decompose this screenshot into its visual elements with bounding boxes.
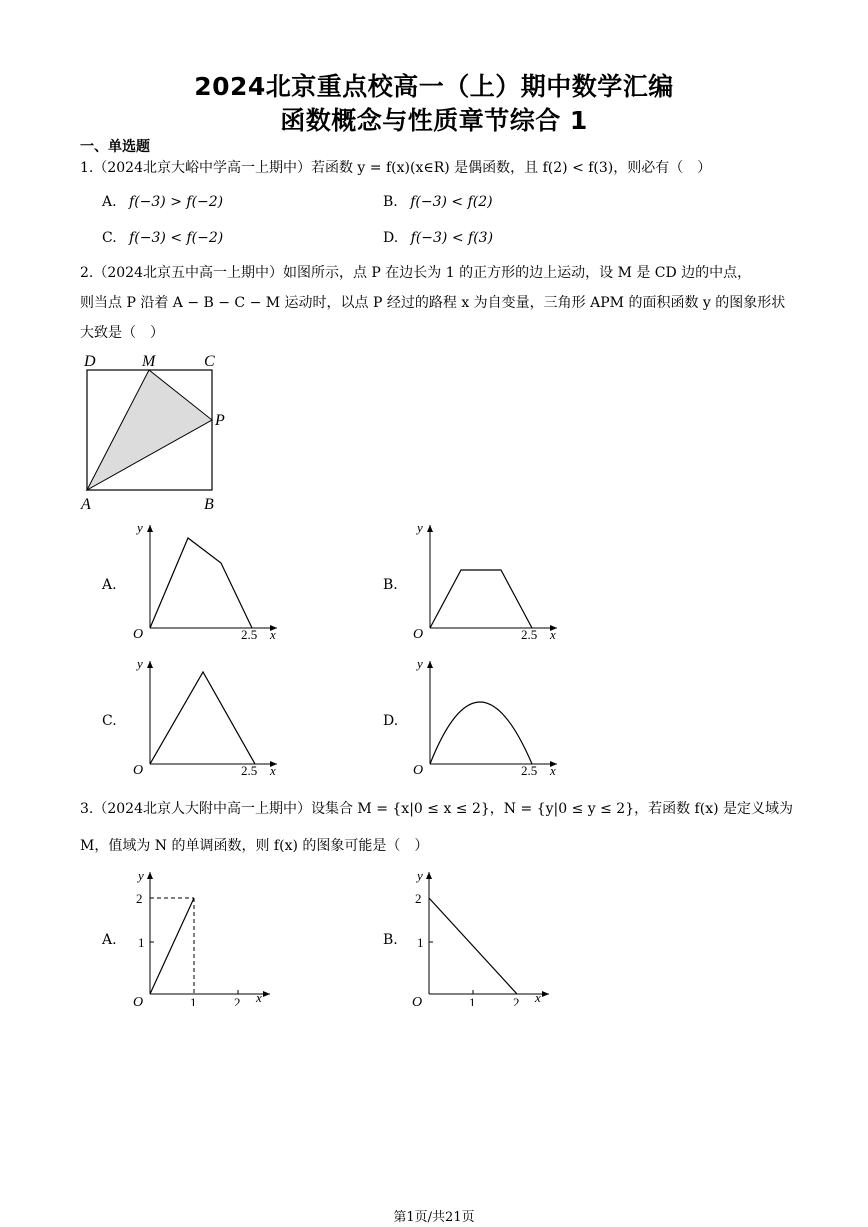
- q2-graph-d[interactable]: [405, 654, 565, 779]
- y-tick-1: 1: [417, 935, 424, 950]
- y-tick-2: 2: [415, 891, 422, 906]
- x-tick-1: 1: [469, 995, 476, 1006]
- page-footer: 第1页/共21页: [393, 1210, 475, 1225]
- x-axis-label: x: [550, 763, 556, 778]
- q2-graph-b[interactable]: [405, 518, 565, 643]
- y-axis-label: y: [137, 520, 143, 535]
- option-text: f(−3) < f(2): [410, 194, 493, 210]
- triangle-apm: [87, 370, 212, 490]
- q1-stem: 1.（2024北京大峪中学高一上期中）若函数 y = f(x)(x∈R) 是偶函数，且 f(2) < f(3)，则必有（ ）: [80, 160, 712, 176]
- label-a: A: [81, 496, 91, 513]
- square-figure: [78, 348, 238, 513]
- y-axis-label: y: [138, 868, 144, 883]
- origin-label: O: [412, 995, 423, 1006]
- x-tick-1: 1: [190, 995, 197, 1006]
- x-axis-label: x: [550, 627, 556, 642]
- q2-stem-line1: 2.（2024北京五中高一上期中）如图所示，点 P 在边长为 1 的正方形的边上运动，设 M 是 CD 边的中点，: [80, 265, 752, 281]
- y-axis-label: y: [417, 656, 423, 671]
- q3-option-a-label[interactable]: A.: [102, 932, 117, 948]
- q2-stem-line2: 则当点 P 沿着 A − B − C − M 运动时，以点 P 经过的路程 x 为自变量，三角形 APM 的面积函数 y 的图象形状: [80, 295, 786, 311]
- q3-graph-b[interactable]: [407, 866, 557, 1006]
- function-line: [429, 898, 517, 994]
- option-label: C.: [102, 230, 117, 246]
- q3-stem-line1: 3.（2024北京人大附中高一上期中）设集合 M = {x|0 ≤ x ≤ 2}，N = {y|0 ≤ y ≤ 2}，若函数 f(x) 是定义域为: [80, 801, 794, 817]
- q1-option-b[interactable]: [383, 194, 493, 210]
- x-tick-2: 2: [234, 995, 241, 1006]
- label-d: D: [84, 353, 96, 370]
- q2-graph-c[interactable]: [125, 654, 285, 779]
- function-line: [150, 898, 194, 994]
- x-tick-label: 2.5: [521, 627, 538, 642]
- q2-option-d-label[interactable]: D.: [383, 713, 399, 729]
- page-title: 2024北京重点校高一（上）期中数学汇编: [194, 72, 674, 101]
- x-tick-label: 2.5: [241, 627, 258, 642]
- q1-option-d[interactable]: [383, 230, 493, 246]
- q2-option-c-label[interactable]: C.: [102, 713, 117, 729]
- x-axis-label: x: [270, 763, 276, 778]
- x-axis-label: x: [256, 990, 262, 1005]
- q2-graph-a[interactable]: [125, 518, 285, 643]
- section-heading: 一、单选题: [80, 139, 150, 155]
- label-m: M: [142, 353, 156, 370]
- label-c: C: [204, 353, 215, 370]
- option-text: f(−3) > f(−2): [129, 194, 224, 210]
- q3-stem-line2: M，值域为 N 的单调函数，则 f(x) 的图象可能是（ ）: [80, 838, 429, 854]
- label-b: B: [204, 496, 214, 513]
- page-subtitle: 函数概念与性质章节综合 1: [280, 106, 588, 135]
- label-p: P: [215, 412, 225, 429]
- q2-stem-line3: 大致是（ ）: [80, 325, 164, 341]
- function-curve: [430, 702, 532, 764]
- origin-label: O: [133, 763, 144, 778]
- origin-label: O: [133, 627, 144, 642]
- option-label: B.: [383, 194, 398, 210]
- x-tick-2: 2: [513, 995, 520, 1006]
- option-text: f(−3) < f(3): [410, 230, 494, 246]
- origin-label: O: [133, 995, 144, 1006]
- y-axis-label: y: [137, 656, 143, 671]
- y-axis-label: y: [417, 868, 423, 883]
- option-text: f(−3) < f(−2): [129, 230, 224, 246]
- function-curve: [150, 538, 252, 628]
- q3-option-b-label[interactable]: B.: [383, 932, 398, 948]
- x-axis-label: x: [535, 990, 541, 1005]
- x-axis-label: x: [270, 627, 276, 642]
- y-tick-2: 2: [136, 891, 143, 906]
- q1-option-c[interactable]: [102, 230, 223, 246]
- function-curve: [150, 672, 255, 764]
- q3-graph-a[interactable]: [128, 866, 278, 1006]
- x-tick-label: 2.5: [241, 763, 258, 778]
- q2-option-b-label[interactable]: B.: [383, 577, 398, 593]
- option-label: D.: [383, 230, 399, 246]
- q1-option-a[interactable]: [102, 194, 223, 210]
- q2-option-a-label[interactable]: A.: [102, 577, 117, 593]
- origin-label: O: [413, 627, 424, 642]
- y-axis-label: y: [417, 520, 423, 535]
- option-label: A.: [102, 194, 117, 210]
- origin-label: O: [413, 763, 424, 778]
- x-tick-label: 2.5: [521, 763, 538, 778]
- function-curve: [430, 570, 532, 628]
- y-tick-1: 1: [138, 935, 145, 950]
